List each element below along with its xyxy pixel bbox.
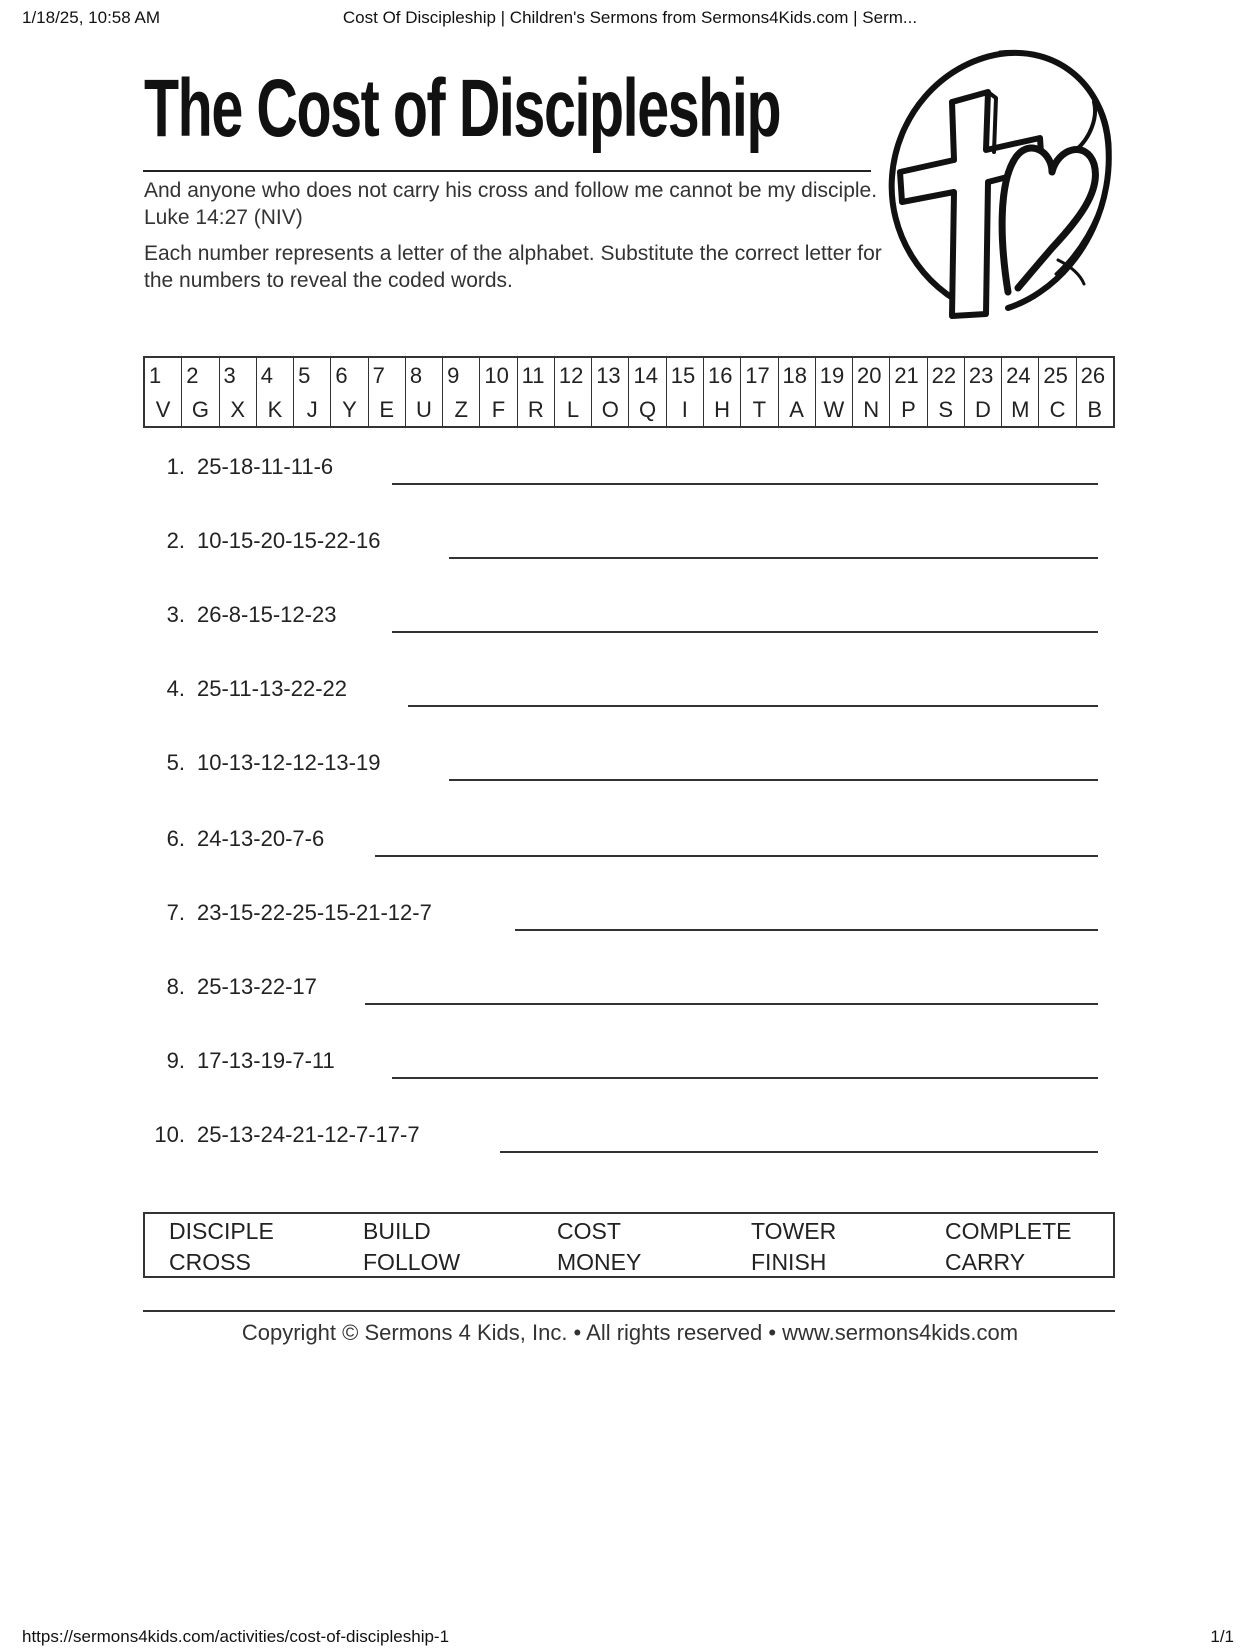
question-item — [143, 676, 1103, 716]
cipher-letter: D — [975, 397, 991, 422]
question-item — [143, 454, 1103, 494]
word-bank-word: FINISH — [751, 1249, 827, 1275]
cipher-cell — [928, 358, 965, 426]
cipher-cell — [853, 358, 890, 426]
cipher-cell — [294, 358, 331, 426]
cipher-cell — [816, 358, 853, 426]
cipher-number: 7 — [372, 363, 385, 388]
question-code: 25-13-24-21-12-7-17-7 — [197, 1122, 420, 1147]
word-bank-column — [169, 1216, 359, 1278]
cipher-cell — [1002, 358, 1039, 426]
cipher-letter: Y — [342, 397, 357, 422]
cipher-number: 11 — [521, 363, 545, 388]
cipher-letter: F — [491, 397, 506, 422]
cipher-letter: A — [789, 397, 804, 422]
cipher-number: 14 — [633, 363, 658, 388]
print-page-title: Cost Of Discipleship | Children's Sermons from Sermons4Kids.com | Serm... — [342, 8, 918, 27]
cipher-number: 23 — [968, 363, 994, 388]
print-page-count: 1/1 — [1210, 1627, 1234, 1646]
question-item — [143, 528, 1103, 568]
cipher-letter: G — [191, 397, 209, 422]
cipher-letter: X — [230, 397, 245, 422]
cipher-cell — [369, 358, 406, 426]
cipher-number: 6 — [335, 363, 348, 388]
question-number: 6. — [166, 826, 185, 851]
question-code: 10-15-20-15-22-16 — [197, 528, 381, 553]
question-code: 25-18-11-11-6 — [197, 454, 334, 479]
cipher-cell — [257, 358, 294, 426]
word-bank-word: TOWER — [751, 1218, 837, 1244]
cipher-letter: L — [566, 397, 580, 422]
answer-line[interactable] — [392, 631, 1098, 633]
question-code: 25-11-13-22-22 — [197, 676, 348, 701]
answer-line[interactable] — [449, 779, 1098, 781]
question-number: 2. — [166, 528, 185, 553]
word-bank-word: CROSS — [169, 1249, 251, 1275]
cipher-cell — [667, 358, 704, 426]
question-number: 7. — [166, 900, 185, 925]
answer-line[interactable] — [392, 1077, 1098, 1079]
cipher-cell — [1039, 358, 1076, 426]
question-item — [143, 1122, 1103, 1162]
question-code: 10-13-12-12-13-19 — [197, 750, 381, 775]
question-code: 24-13-20-7-6 — [197, 826, 325, 851]
cipher-cell — [220, 358, 257, 426]
scripture-verse: And anyone who does not carry his cross and follow me cannot be my disciple. Luke 14:27 (NIV) — [144, 179, 878, 229]
title-divider — [143, 170, 871, 172]
cipher-letter: N — [863, 397, 880, 422]
question-number: 8. — [166, 974, 185, 999]
word-bank — [143, 1212, 1115, 1278]
question-number: 4. — [166, 676, 185, 701]
cipher-number: 26 — [1080, 363, 1106, 388]
cipher-number: 16 — [707, 363, 733, 388]
word-bank-word: DISCIPLE — [169, 1218, 274, 1244]
question-item — [143, 826, 1103, 866]
cipher-letter: E — [379, 397, 395, 422]
cipher-cell — [704, 358, 741, 426]
print-datetime: 1/18/25, 10:58 AM — [22, 8, 160, 27]
cipher-number: 10 — [484, 363, 509, 388]
cipher-cell — [629, 358, 666, 426]
cipher-number: 13 — [596, 363, 621, 388]
word-bank-word: FOLLOW — [363, 1249, 461, 1275]
answer-line[interactable] — [500, 1151, 1098, 1153]
cipher-letter: B — [1087, 397, 1103, 422]
word-bank-column — [751, 1216, 941, 1278]
cipher-cell — [592, 358, 629, 426]
cipher-cell — [555, 358, 592, 426]
cipher-letter: Q — [639, 397, 657, 422]
answer-line[interactable] — [515, 929, 1098, 931]
cipher-letter: M — [1011, 397, 1030, 422]
word-bank-column — [557, 1216, 747, 1278]
question-code: 23-15-22-25-15-21-12-7 — [197, 900, 432, 925]
cipher-number: 4 — [260, 363, 274, 388]
cipher-cell — [965, 358, 1002, 426]
cipher-number: 5 — [298, 363, 311, 388]
question-code: 25-13-22-17 — [197, 974, 317, 999]
cipher-number: 9 — [447, 363, 460, 388]
cipher-number: 2 — [186, 363, 199, 388]
cipher-number: 25 — [1043, 363, 1068, 388]
cipher-cell — [890, 358, 927, 426]
cross-heart-icon — [880, 42, 1120, 332]
cipher-letter: I — [681, 397, 688, 422]
cipher-letter: H — [714, 397, 731, 422]
copyright: Copyright © Sermons 4 Kids, Inc. • All rights reserved • www.sermons4kids.com — [241, 1320, 1019, 1345]
cipher-cell — [480, 358, 517, 426]
cipher-number: 17 — [745, 363, 770, 388]
instructions: Each number represents a letter of the alphabet. Substitute the correct letter for the numbers to reveal the coded words. — [144, 242, 882, 292]
cipher-number: 3 — [223, 363, 236, 388]
question-item — [143, 974, 1103, 1014]
question-code: 17-13-19-7-11 — [197, 1048, 335, 1073]
cipher-number: 19 — [819, 363, 845, 388]
word-bank-word: MONEY — [557, 1249, 642, 1275]
cipher-cell — [443, 358, 480, 426]
question-number: 5. — [166, 750, 185, 775]
cipher-number: 8 — [409, 363, 423, 388]
cipher-cell — [779, 358, 816, 426]
word-bank-word: CARRY — [945, 1249, 1026, 1275]
cipher-number: 15 — [670, 363, 696, 388]
cipher-number: 20 — [857, 363, 882, 388]
cipher-number: 18 — [782, 363, 807, 388]
footer-divider — [143, 1310, 1115, 1312]
cipher-number: 24 — [1006, 363, 1031, 388]
question-number: 3. — [166, 602, 185, 627]
cipher-number: 1 — [149, 363, 162, 388]
word-bank-word: BUILD — [363, 1218, 431, 1244]
cipher-number: 21 — [894, 363, 919, 388]
cipher-number: 22 — [931, 363, 957, 388]
cipher-letter: R — [527, 397, 544, 422]
question-item — [143, 900, 1103, 940]
cipher-cell — [518, 358, 555, 426]
answer-line[interactable] — [365, 1003, 1098, 1005]
cipher-letter: J — [306, 397, 318, 422]
answer-line[interactable] — [408, 705, 1098, 707]
question-item — [143, 750, 1103, 790]
question-number: 9. — [166, 1048, 185, 1073]
question-number: 1. — [166, 454, 185, 479]
word-bank-column — [363, 1216, 553, 1278]
cipher-cell — [1077, 358, 1113, 426]
cipher-letter: T — [752, 397, 767, 422]
cipher-letter: Z — [454, 397, 468, 422]
question-code: 26-8-15-12-23 — [197, 602, 337, 627]
answer-line[interactable] — [392, 483, 1098, 485]
cipher-cell — [182, 358, 219, 426]
worksheet-title: The Cost of Discipleship — [144, 63, 781, 154]
cipher-letter: W — [823, 397, 845, 422]
answer-line[interactable] — [375, 855, 1098, 857]
cipher-letter: V — [155, 397, 171, 422]
print-url: https://sermons4kids.com/activities/cost-of-discipleship-1 — [22, 1627, 450, 1646]
word-bank-column — [945, 1216, 1135, 1278]
cipher-key-table — [143, 356, 1115, 428]
cipher-letter: P — [901, 397, 916, 422]
word-bank-word: COST — [557, 1218, 621, 1244]
cipher-letter: S — [938, 397, 954, 422]
cipher-letter: C — [1049, 397, 1066, 422]
cipher-number: 12 — [558, 363, 584, 388]
question-number: 10. — [154, 1122, 185, 1147]
cipher-cell — [406, 358, 443, 426]
word-bank-word: COMPLETE — [945, 1218, 1072, 1244]
cipher-cell — [741, 358, 778, 426]
cipher-letter: U — [416, 397, 432, 422]
answer-line[interactable] — [449, 557, 1098, 559]
question-item — [143, 1048, 1103, 1088]
question-item — [143, 602, 1103, 642]
cipher-letter: O — [601, 397, 619, 422]
cipher-cell — [145, 358, 182, 426]
cipher-cell — [331, 358, 368, 426]
cipher-letter: K — [267, 397, 283, 422]
